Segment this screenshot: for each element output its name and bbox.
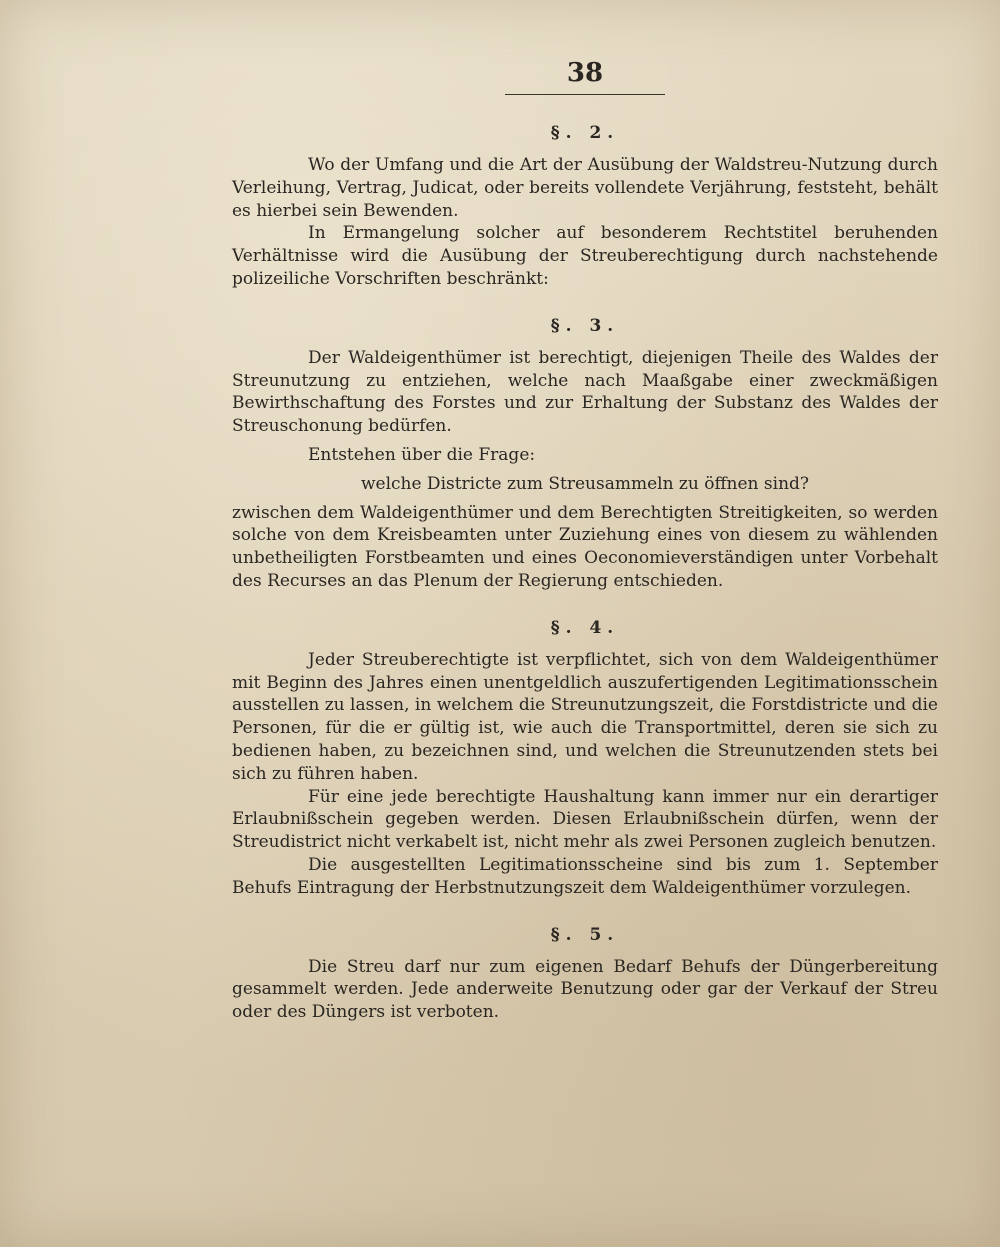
paragraph-5-1: Die Streu darf nur zum eigenen Bedarf Behufs der Düngerbereitung gesammelt werden. Jede anderweite Benutzung oder gar der Verkauf der Streu oder des Düngers ist verboten. [232,956,938,1023]
paragraph-4-1: Jeder Streuberechtigte ist verpflichtet, sich von dem Waldeigenthümer mit Beginn des Jahres einen unentgeldlich auszufertigenden Legitimationsschein ausstellen zu lassen, in welchem die Streunutzungszeit, die Forstdistricte und die Personen, für die er gültig ist, wie auch die Transportmittel, deren sie sich zu bedienen haben, zu bezeichnen sind, und welchen die Streunutzenden stets bei sich zu führen haben. [232,649,938,784]
page-number: 38 [566,58,604,88]
paragraph-4-2: Für eine jede berechtigte Haushaltung kann immer nur ein derartiger Erlaubnißschein gegeben werden. Diesen Erlaubnißschein dürfen, wenn der Streudistrict nicht verkabelt ist, nicht mehr als zwei Personen zugleich benutzen. [232,786,938,853]
section-heading-4: §. 4. [550,617,620,638]
paragraph-3-2: Entstehen über die Frage: [308,444,536,465]
section-heading-2: §. 2. [550,123,620,143]
paragraph-3-3: zwischen dem Waldeigenthümer und dem Berechtigten Streitigkeiten, so werden solche von dem Kreisbeamten unter Zuziehung eines von diesem zu wählenden unbetheiligten Forstbeamten und eines Oeconomieverständigen unter Vorbehalt des Recurses an das Plenum der Regierung entschieden. [232,502,938,591]
paragraph-2-1: Wo der Umfang und die Art der Ausübung der Waldstreu-Nutzung durch Verleihung, Vertrag, Judicat, oder bereits vollendete Verjährung, feststeht, behält es hierbei sein Bewenden. [232,155,938,221]
paragraph-4-3: Die ausgestellten Legitimationsscheine sind bis zum 1. September Behufs Eintragung der Herbstnutzungszeit dem Waldeigenthümer vorzulegen. [232,854,938,898]
section-heading-5: §. 5. [550,924,620,945]
question-line: welche Districte zum Streusammeln zu öffnen sind? [360,473,810,494]
page-body [232,116,938,1024]
header-rule [505,94,665,95]
paragraph-3-1: Der Waldeigenthümer ist berechtigt, diejenigen Theile des Waldes der Streunutzung zu entziehen, welche nach Maaßgabe einer zweckmäßigen Bewirthschaftung des Forstes und zur Erhaltung der Substanz des Waldes der Streuschonung bedürfen. [232,347,938,437]
section-heading-3: §. 3. [550,315,620,336]
paragraph-2-2: In Ermangelung solcher auf besonderem Rechtstitel beruhenden Verhältnisse wird die Ausübung der Streuberechtigung durch nachstehende polizeiliche Vorschriften beschränkt: [232,223,938,289]
